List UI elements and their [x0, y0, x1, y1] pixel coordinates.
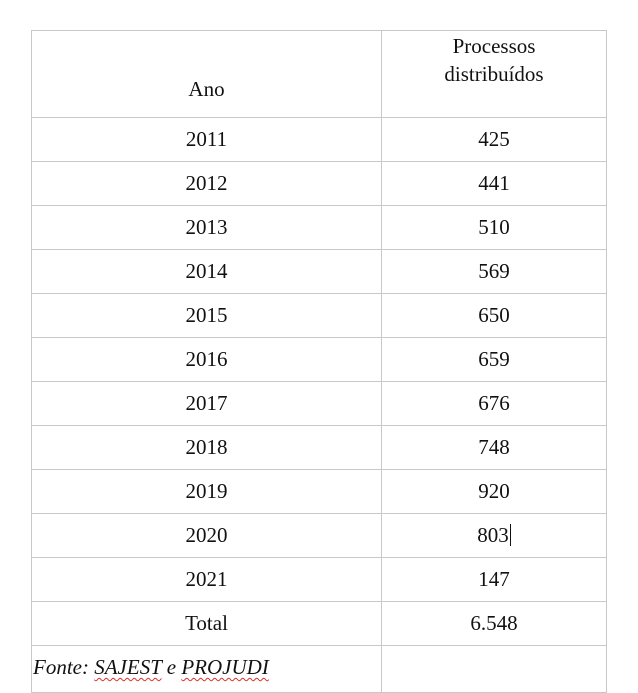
- table-row: [32, 558, 607, 602]
- source-name-sajest: SAJEST: [94, 655, 162, 679]
- count-cell[interactable]: 650: [382, 294, 607, 338]
- table-row: [32, 514, 607, 558]
- count-header-line2: distribuídos: [444, 62, 544, 86]
- count-cell[interactable]: 676: [382, 382, 607, 426]
- year-cell[interactable]: 2020: [32, 514, 382, 558]
- table-row: [32, 294, 607, 338]
- count-value: 803: [477, 523, 509, 547]
- count-cell[interactable]: 425: [382, 118, 607, 162]
- source-name-projudi: PROJUDI: [181, 655, 269, 679]
- table-row: [32, 470, 607, 514]
- count-header-line1: Processos: [452, 34, 536, 58]
- year-cell[interactable]: 2019: [32, 470, 382, 514]
- source-connector: e: [161, 655, 182, 679]
- table-row: [32, 250, 607, 294]
- table-row: [32, 206, 607, 250]
- year-cell[interactable]: 2016: [32, 338, 382, 382]
- table-header-row: [32, 31, 607, 118]
- count-cell[interactable]: 569: [382, 250, 607, 294]
- source-prefix: Fonte:: [33, 655, 95, 679]
- source-cell[interactable]: [32, 646, 382, 693]
- empty-cell[interactable]: [382, 646, 607, 693]
- count-cell[interactable]: 147: [382, 558, 607, 602]
- count-cell[interactable]: 659: [382, 338, 607, 382]
- year-cell[interactable]: 2014: [32, 250, 382, 294]
- text-cursor: [510, 524, 511, 546]
- table-row: [32, 162, 607, 206]
- source-row: [32, 646, 607, 693]
- year-column-header[interactable]: Ano: [32, 31, 382, 118]
- year-cell[interactable]: 2012: [32, 162, 382, 206]
- data-table: [31, 30, 607, 693]
- count-cell[interactable]: 748: [382, 426, 607, 470]
- count-cell[interactable]: [382, 514, 607, 558]
- year-cell[interactable]: 2011: [32, 118, 382, 162]
- year-cell[interactable]: 2013: [32, 206, 382, 250]
- total-label-cell[interactable]: Total: [32, 602, 382, 646]
- count-column-header[interactable]: [382, 31, 607, 118]
- table-row: [32, 118, 607, 162]
- year-cell[interactable]: 2017: [32, 382, 382, 426]
- table-row: [32, 382, 607, 426]
- year-cell[interactable]: 2018: [32, 426, 382, 470]
- count-cell[interactable]: 510: [382, 206, 607, 250]
- count-cell[interactable]: 920: [382, 470, 607, 514]
- total-row: [32, 602, 607, 646]
- total-value-cell[interactable]: 6.548: [382, 602, 607, 646]
- year-cell[interactable]: 2021: [32, 558, 382, 602]
- year-cell[interactable]: 2015: [32, 294, 382, 338]
- table-row: [32, 426, 607, 470]
- count-cell[interactable]: 441: [382, 162, 607, 206]
- table-row: [32, 338, 607, 382]
